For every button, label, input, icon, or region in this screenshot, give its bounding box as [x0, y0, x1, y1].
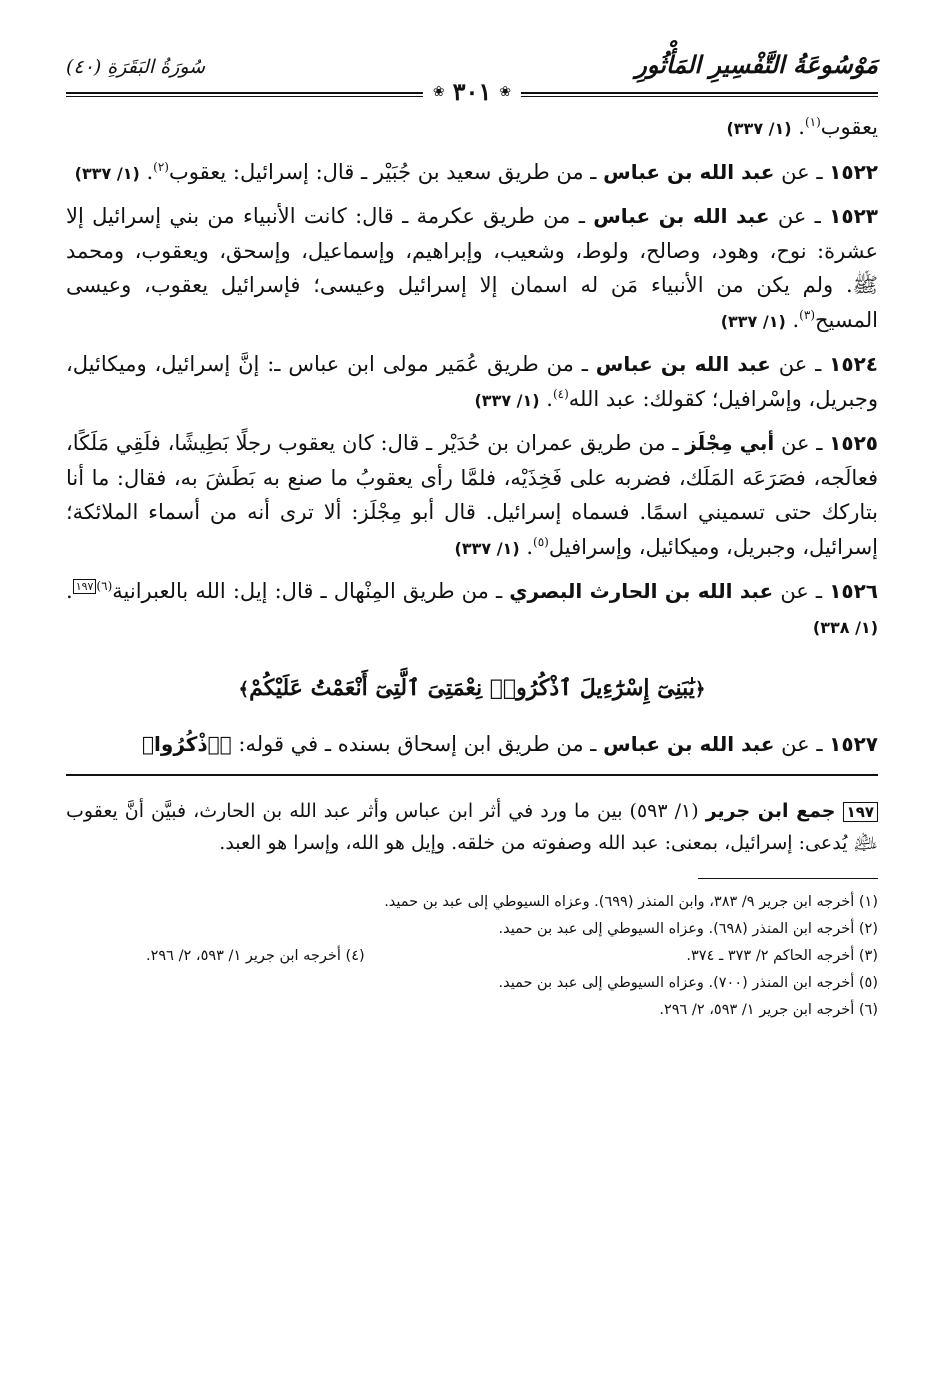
- volume-reference: (١/ ٣٣٧): [720, 311, 786, 331]
- entry-text: ـ من طريق المِنْهال ـ قال: إيل: الله بالعبرانية: [112, 579, 510, 603]
- note-separator: [66, 774, 878, 776]
- page-header: [66, 40, 878, 110]
- entry-1523: [66, 199, 878, 339]
- entry-punct: .: [792, 307, 800, 332]
- verse-text: يَٰبَنِىٓ إِسْرَٰٓءِيلَ ٱذْكُرُوا۟ نِعْمَتِىَ ٱلَّتِىٓ أَنْعَمْتُ عَلَيْكُمْ: [249, 675, 695, 701]
- narrator-name: عبد الله بن عباس: [595, 352, 771, 376]
- footnote-item: (٤) أخرجه ابن جرير ١/ ٥٩٣، ٢/ ٢٩٦.: [146, 947, 365, 964]
- narrator-name: عبد الله بن عباس: [603, 159, 775, 184]
- footnote-marker[interactable]: (٢): [153, 159, 169, 174]
- volume-reference: (١/ ٣٣٧): [726, 119, 792, 138]
- entry-punct: .: [546, 386, 553, 411]
- footnote-separator: [698, 878, 878, 879]
- page: [66, 40, 878, 1024]
- volume-reference: (١/ ٣٣٧): [474, 390, 540, 410]
- entry-connector: ـ عن: [770, 352, 830, 376]
- entry-1526: [66, 574, 878, 645]
- entry-connector: ـ عن: [774, 732, 830, 756]
- entry-punct: .: [66, 579, 73, 603]
- entry-number: ١٥٢٥: [829, 431, 878, 455]
- entry-text: ـ من طريق عمران بن حُدَيْر ـ قال: كان يعقوب رجلًا بَطِيشًا، فلَقِي مَلَكًا، فعالَجه، فصَرَعَه المَلَك، فضربه على فَخِذَيْه، فلمَّا رأى يعقوبُ ما صنع به بَطَشَ به، فقال: ما أنا بتاركك حتى تسميني اسمًا. فسماه إسرائيل. قال أبو مِجْلَز: ألا ترى أنه من أسماء الملائكة؛ إسرائيل، وجبريل، وميكائيل، وإسرافيل: [66, 431, 878, 559]
- entry-1527: [66, 727, 878, 762]
- entry-punct: .: [526, 534, 533, 559]
- entry-text: يعقوب: [820, 115, 878, 139]
- entry-connector: ـ عن: [774, 159, 830, 184]
- footnote-item: (١) أخرجه ابن جرير ٩/ ٣٨٣، وابن المنذر (٦٩٩). وعزاه السيوطي إلى عبد بن حميد.: [384, 893, 878, 910]
- page-number-group: [423, 77, 521, 106]
- entry-text: ـ من طريق عكرمة ـ قال: كانت الأنبياء من بني إسرائيل إلا عشرة: نوح، وهود، وصالح، ولوط، وشعيب، وإبراهيم، وإسماعيل، وإسحق، ويعقوب، ومحمد ﷺ. ولم يكن من الأنبياء مَن له اسمان إلا إسرائيل وعيسى؛ فإسرائيل يعقوب، وعيسى المسيح: [66, 204, 878, 332]
- footnote-item: (٣) أخرجه الحاكم ٢/ ٣٧٣ ـ ٣٧٤.: [686, 947, 878, 964]
- note-number-box: ١٩٧: [843, 802, 878, 822]
- footnote-marker[interactable]: (١): [804, 115, 821, 129]
- entry-1524: [66, 347, 878, 418]
- note-link-box[interactable]: ١٩٧: [73, 579, 97, 594]
- footnote-item: (٦) أخرجه ابن جرير ١/ ٥٩٣، ٢/ ٢٩٦.: [659, 1001, 878, 1018]
- narrator-name: أبي مِجْلَز: [685, 431, 775, 455]
- entry-number: ١٥٢٢: [829, 159, 878, 184]
- entry-1522: [66, 155, 878, 192]
- entry-text: ـ من طريق سعيد بن جُبَيْر ـ قال: إسرائيل: يعقوب: [168, 159, 604, 184]
- entry-number: ١٥٢٦: [829, 579, 879, 603]
- entry-connector: ـ عن: [769, 204, 830, 228]
- ornament-icon: ❀: [432, 83, 445, 100]
- footnote-marker[interactable]: (٥): [533, 534, 549, 549]
- entry-continuation: [66, 110, 878, 147]
- note-heading: جمع ابن جرير: [705, 799, 836, 822]
- entry-punct: .: [798, 115, 805, 139]
- verse-open-brace: ﴿: [694, 679, 706, 700]
- entry-punct: .: [146, 159, 154, 184]
- note-text: (١/ ٥٩٣) بين ما ورد في أثر ابن عباس وأثر عبد الله بن الحارث، فبيَّن أنَّ يعقوب ﵇ يُدعى: إسرائيل، بمعنى: عبد الله وصفوته من خلقه. وإيل هو الله، وإسرا هو العبد.: [66, 799, 878, 854]
- volume-reference: (١/ ٣٣٧): [74, 163, 140, 183]
- footnote-marker[interactable]: (٤): [552, 386, 569, 401]
- volume-reference: (١/ ٣٣٨): [812, 617, 878, 637]
- book-title: مَوْسُوعَةُ التَّفْسِيرِ المَأْثُورِ: [635, 50, 878, 79]
- footnote-item: (٥) أخرجه ابن المنذر (٧٠٠). وعزاه السيوطي إلى عبد بن حميد.: [498, 974, 878, 991]
- verse-quote: ﴿ٱذْكُرُوا۟: [142, 732, 232, 756]
- entry-number: ١٥٢٧: [829, 732, 878, 756]
- narrator-name: عبد الله بن الحارث البصري: [509, 579, 774, 603]
- entry-connector: ـ عن: [774, 431, 830, 455]
- page-number: ٣٠١: [452, 77, 492, 106]
- ornament-icon: ❀: [499, 83, 512, 100]
- entry-number: ١٥٢٤: [829, 352, 878, 376]
- editorial-note: [66, 795, 878, 859]
- footnote-marker[interactable]: (٦): [96, 579, 113, 593]
- footnote-marker[interactable]: (٣): [799, 307, 815, 322]
- footnotes: [66, 889, 878, 1024]
- entry-text: ـ من طريق ابن إسحاق بسنده ـ في قوله:: [231, 732, 604, 756]
- entry-connector: ـ عن: [773, 579, 830, 603]
- verse-close-brace: ﴾: [238, 679, 250, 700]
- entry-1525: [66, 426, 878, 566]
- footnote-row: [66, 943, 878, 970]
- narrator-name: عبد الله بن عباس: [603, 732, 775, 756]
- footnote-item: (٢) أخرجه ابن المنذر (٦٩٨). وعزاه السيوطي إلى عبد بن حميد.: [498, 920, 878, 937]
- volume-reference: (١/ ٣٣٧): [454, 538, 520, 558]
- entry-text: ـ من طريق عُمَير مولى ابن عباس ـ: إنَّ إسرائيل، وميكائيل، وجبريل، وإسْرافيل؛ كقولك: عبد الله: [66, 352, 878, 411]
- entry-number: ١٥٢٣: [829, 204, 878, 228]
- verse-heading: [66, 675, 878, 701]
- surah-label: سُورَةُ البَقَرَةِ (٤٠): [66, 56, 206, 78]
- narrator-name: عبد الله بن عباس: [593, 204, 770, 228]
